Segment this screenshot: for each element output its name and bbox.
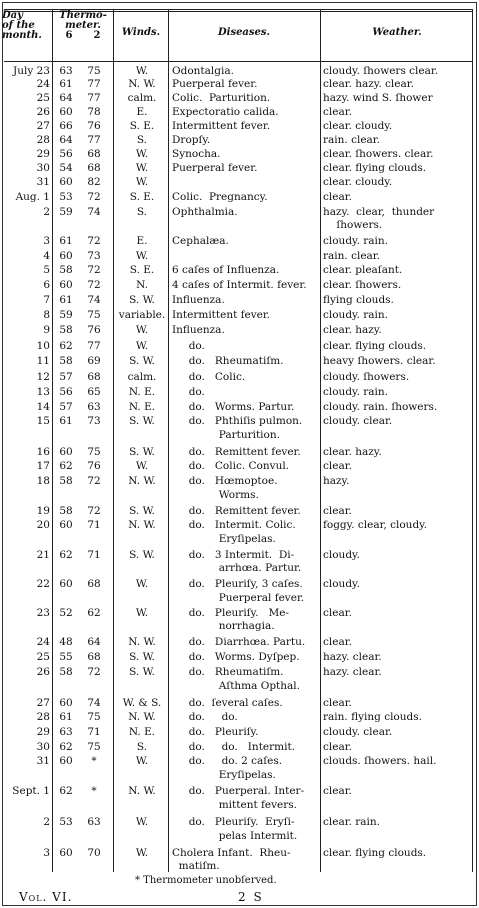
cell-weather: clear. ſhowers. clear. (323, 148, 434, 160)
cell-disease: do. Remittent fever. (172, 505, 301, 517)
cell-disease: Puerperal fever. (172, 78, 258, 90)
cell-disease: Synocha. (172, 148, 221, 160)
cell-therm-6am: 60 (59, 519, 73, 531)
cell-weather: clear. flying clouds. (323, 340, 427, 352)
cell-disease: Intermittent fever. (172, 120, 271, 132)
cell-wind: S. W. (129, 549, 155, 561)
cell-disease: 4 caſes of Intermit. fever. (172, 279, 307, 291)
cell-day: 24 (36, 78, 50, 90)
cell-day: 10 (36, 340, 50, 352)
cell-wind: W. & S. (122, 697, 162, 709)
cell-weather: clear. (323, 191, 352, 203)
header-day-line: of the (2, 20, 35, 31)
cell-day: 28 (36, 134, 50, 146)
cell-therm-2pm: 64 (87, 636, 101, 648)
cell-day: 20 (36, 519, 50, 531)
header-day-line: month. (2, 30, 42, 41)
cell-therm-2pm: 69 (87, 355, 101, 367)
cell-day: 29 (36, 726, 50, 738)
cell-wind: N. W. (128, 78, 156, 90)
cell-wind: N. E. (128, 401, 156, 413)
header-thermometer (55, 11, 111, 41)
cell-therm-2pm: 72 (87, 666, 101, 678)
header-diseases: Diseases. (217, 27, 271, 38)
cell-wind: S. W. (129, 415, 155, 427)
cell-disease: Aſthma Opthal. (172, 680, 300, 692)
header-thermometer-line: Thermo- (59, 10, 107, 21)
cell-disease: do. do. (172, 711, 238, 723)
cell-wind: W. (135, 148, 149, 160)
cell-wind: W. (135, 755, 149, 767)
cell-wind: calm. (127, 92, 157, 104)
cell-therm-2pm: 73 (87, 250, 101, 262)
cell-weather: cloudy. ſhowers clear. (323, 65, 439, 77)
cell-disease: Ophthalmia. (172, 206, 238, 218)
cell-therm-2pm: 63 (87, 816, 101, 828)
cell-weather: flying clouds. (323, 294, 394, 306)
cell-disease: Parturition. (172, 429, 280, 441)
cell-day: 8 (43, 309, 50, 321)
cell-therm-2pm: 68 (87, 651, 101, 663)
cell-day: 2 (43, 816, 50, 828)
header-winds: Winds. (121, 27, 161, 38)
cell-wind: W. (135, 578, 149, 590)
cell-day: 15 (36, 415, 50, 427)
cell-disease: arrhœa. Partur. (172, 562, 302, 574)
cell-disease: Puerperal fever. (172, 592, 305, 604)
cell-disease: Dropſy. (172, 134, 211, 146)
cell-disease: Colic. Pregnancy. (172, 191, 268, 203)
cell-wind: S. E. (129, 191, 155, 203)
cell-weather: cloudy. rain. (323, 309, 388, 321)
cell-wind: S. (136, 206, 148, 218)
cell-disease: do. Worms. Dyſpep. (172, 651, 300, 663)
cell-weather: heavy ſhowers. clear. (323, 355, 436, 367)
cell-therm-2pm: * (91, 755, 97, 767)
cell-day: 16 (36, 446, 50, 458)
cell-therm-2pm: 73 (87, 415, 101, 427)
column-divider (320, 9, 321, 872)
header-weather: Weather. (372, 27, 422, 38)
cell-weather: cloudy. rain. (323, 235, 388, 247)
cell-weather: clear. pleaſant. (323, 264, 403, 276)
cell-day: 7 (43, 294, 50, 306)
cell-therm-6am: 60 (59, 250, 73, 262)
cell-weather: clear. cloudy. (323, 120, 393, 132)
cell-weather: clear. (323, 697, 352, 709)
cell-weather: hazy. clear, thunder (323, 206, 435, 218)
cell-weather: clear. hazy. (323, 324, 382, 336)
cell-therm-6am: 63 (59, 65, 73, 77)
cell-disease: Cholera Infant. Rheu- (172, 847, 291, 859)
cell-day: 30 (36, 741, 50, 753)
cell-weather: cloudy. (323, 549, 360, 561)
cell-therm-6am: 58 (59, 505, 73, 517)
cell-therm-2pm: 75 (87, 309, 101, 321)
cell-weather: rain. flying clouds. (323, 711, 422, 723)
cell-therm-2pm: 82 (87, 176, 101, 188)
cell-therm-2pm: 77 (87, 78, 101, 90)
cell-disease: Influenza. (172, 324, 225, 336)
cell-therm-2pm: 77 (87, 134, 101, 146)
cell-day: 21 (36, 549, 50, 561)
cell-therm-2pm: 71 (87, 549, 101, 561)
cell-weather: clouds. ſhowers. hail. (323, 755, 437, 767)
cell-therm-6am: 53 (59, 816, 73, 828)
header-therm-6am: 6 (65, 30, 73, 41)
cell-weather: clear. hazy. (323, 446, 382, 458)
cell-disease: mittent fevers. (172, 799, 298, 811)
cell-disease: do. Rheumatiſm. (172, 666, 284, 678)
cell-wind: N. W. (128, 475, 156, 487)
cell-day: 13 (36, 386, 50, 398)
cell-day: 17 (36, 460, 50, 472)
cell-weather: clear. (323, 741, 352, 753)
cell-disease: do. Diarrhœa. Partu. (172, 636, 306, 648)
cell-therm-2pm: 74 (87, 294, 101, 306)
cell-day: 18 (36, 475, 50, 487)
cell-day: 26 (36, 666, 50, 678)
cell-disease: do. Phthiſis pulmon. (172, 415, 303, 427)
cell-disease: do. Intermit. Colic. (172, 519, 296, 531)
cell-wind: W. (135, 340, 149, 352)
cell-therm-2pm: 68 (87, 162, 101, 174)
signature-mark: 2 S (238, 890, 264, 904)
cell-day: 30 (36, 162, 50, 174)
cell-weather: cloudy. rain. (323, 386, 388, 398)
column-divider (168, 9, 169, 872)
cell-wind: S. (136, 741, 148, 753)
cell-therm-2pm: 65 (87, 386, 101, 398)
cell-disease: do. Colic. Convul. (172, 460, 290, 472)
cell-weather: ſhowers. (323, 219, 383, 231)
cell-wind: S. W. (129, 505, 155, 517)
cell-therm-2pm: 75 (87, 741, 101, 753)
cell-disease: Eryſipelas. (172, 533, 276, 545)
cell-therm-6am: 62 (59, 741, 73, 753)
cell-therm-2pm: 68 (87, 578, 101, 590)
cell-therm-2pm: * (91, 785, 97, 797)
cell-therm-2pm: 63 (87, 401, 101, 413)
cell-day: Sept. 1 (12, 785, 50, 797)
cell-therm-2pm: 68 (87, 371, 101, 383)
cell-therm-6am: 60 (59, 697, 73, 709)
cell-wind: S. W. (129, 294, 155, 306)
cell-wind: E. (136, 106, 148, 118)
cell-therm-2pm: 75 (87, 65, 101, 77)
cell-disease: do. Rheumatiſm. (172, 355, 284, 367)
cell-day: 12 (36, 371, 50, 383)
cell-weather: cloudy. clear. (323, 726, 393, 738)
cell-disease: do. Pleuriſy. (172, 726, 259, 738)
cell-day: 3 (43, 235, 50, 247)
cell-wind: N. W. (128, 785, 156, 797)
cell-wind: calm. (127, 371, 157, 383)
cell-therm-6am: 59 (59, 309, 73, 321)
cell-therm-6am: 52 (59, 607, 73, 619)
cell-therm-2pm: 72 (87, 264, 101, 276)
cell-therm-6am: 60 (59, 446, 73, 458)
cell-day: Aug. 1 (15, 191, 50, 203)
cell-therm-6am: 59 (59, 206, 73, 218)
cell-wind: W. (135, 324, 149, 336)
cell-wind: variable. (118, 309, 166, 321)
cell-therm-2pm: 76 (87, 460, 101, 472)
cell-therm-2pm: 72 (87, 191, 101, 203)
cell-therm-6am: 58 (59, 355, 73, 367)
cell-therm-6am: 58 (59, 666, 73, 678)
cell-therm-6am: 58 (59, 324, 73, 336)
cell-disease: do. ſeveral caſes. (172, 697, 283, 709)
cell-day: 29 (36, 148, 50, 160)
cell-wind: N. W. (128, 711, 156, 723)
cell-day: 25 (36, 651, 50, 663)
cell-weather: clear. (323, 785, 352, 797)
cell-therm-6am: 61 (59, 415, 73, 427)
cell-therm-2pm: 76 (87, 324, 101, 336)
cell-wind: W. (135, 162, 149, 174)
header-day (2, 11, 50, 41)
cell-therm-2pm: 68 (87, 148, 101, 160)
cell-weather: cloudy. clear. (323, 415, 393, 427)
cell-therm-2pm: 77 (87, 92, 101, 104)
header-bottom-rule (4, 61, 472, 62)
cell-therm-6am: 56 (59, 386, 73, 398)
cell-weather: hazy. wind S. ſhower (323, 92, 433, 104)
cell-wind: N. (136, 279, 148, 291)
cell-therm-6am: 60 (59, 578, 73, 590)
cell-day: 14 (36, 401, 50, 413)
cell-day: 5 (43, 264, 50, 276)
cell-disease: do. Puerperal. Inter- (172, 785, 305, 797)
cell-wind: S. E. (129, 120, 155, 132)
cell-therm-6am: 54 (59, 162, 73, 174)
cell-weather: clear. (323, 505, 352, 517)
cell-therm-2pm: 72 (87, 279, 101, 291)
cell-therm-2pm: 72 (87, 475, 101, 487)
cell-therm-2pm: 72 (87, 235, 101, 247)
cell-disease: do. Pleuriſy. Eryſi- (172, 816, 295, 828)
cell-wind: N. W. (128, 519, 156, 531)
cell-day: 31 (36, 755, 50, 767)
cell-therm-6am: 61 (59, 235, 73, 247)
cell-wind: S. W. (129, 666, 155, 678)
cell-day: 25 (36, 92, 50, 104)
cell-day: 22 (36, 578, 50, 590)
cell-day: 27 (36, 697, 50, 709)
cell-weather: clear. cloudy. (323, 176, 393, 188)
cell-weather: hazy. clear. (323, 651, 382, 663)
cell-wind: W. (135, 460, 149, 472)
cell-disease: Puerperal fever. (172, 162, 258, 174)
cell-disease: matiſm. (172, 860, 220, 872)
cell-disease: Cephalæa. (172, 235, 229, 247)
volume-folio: Vol. VI. (19, 890, 73, 904)
cell-wind: W. (135, 176, 149, 188)
cell-wind: S. (136, 134, 148, 146)
cell-disease: Intermittent fever. (172, 309, 271, 321)
cell-disease: do. Pleuriſy. Me- (172, 607, 289, 619)
cell-day: 24 (36, 636, 50, 648)
cell-therm-2pm: 78 (87, 106, 101, 118)
cell-therm-6am: 64 (59, 92, 73, 104)
cell-therm-2pm: 76 (87, 120, 101, 132)
cell-disease: Expectoratio calida. (172, 106, 279, 118)
cell-day: 31 (36, 176, 50, 188)
cell-weather: clear. (323, 106, 352, 118)
cell-disease: do. 3 Intermit. Di- (172, 549, 295, 561)
column-divider (113, 9, 114, 872)
cell-wind: S. E. (129, 264, 155, 276)
cell-therm-2pm: 62 (87, 607, 101, 619)
cell-weather: rain. clear. (323, 134, 380, 146)
cell-disease: do. do. 2 caſes. (172, 755, 283, 767)
cell-wind: S. W. (129, 355, 155, 367)
cell-therm-2pm: 72 (87, 505, 101, 517)
cell-therm-6am: 60 (59, 279, 73, 291)
column-divider (52, 9, 53, 872)
cell-disease: Eryſipelas. (172, 769, 276, 781)
cell-therm-6am: 58 (59, 475, 73, 487)
cell-therm-6am: 60 (59, 176, 73, 188)
cell-disease: do. Worms. Partur. (172, 401, 295, 413)
cell-weather: foggy. clear, cloudy. (323, 519, 428, 531)
cell-therm-6am: 62 (59, 460, 73, 472)
cell-wind: W. (135, 65, 149, 77)
cell-day: July 23 (13, 65, 50, 77)
cell-therm-6am: 61 (59, 78, 73, 90)
cell-therm-2pm: 75 (87, 711, 101, 723)
cell-wind: N. E. (128, 726, 156, 738)
cell-weather: clear. rain. (323, 816, 380, 828)
cell-wind: W. (135, 607, 149, 619)
cell-weather: rain. clear. (323, 250, 380, 262)
cell-therm-2pm: 71 (87, 519, 101, 531)
cell-therm-6am: 60 (59, 847, 73, 859)
cell-weather: hazy. (323, 475, 350, 487)
cell-therm-6am: 64 (59, 134, 73, 146)
header-thermometer-line: meter. (65, 20, 101, 31)
cell-weather: clear. ſhowers. (323, 279, 402, 291)
cell-therm-6am: 56 (59, 148, 73, 160)
header-day-line: Day (2, 10, 23, 21)
cell-wind: E. (136, 235, 148, 247)
cell-weather: clear. flying clouds. (323, 847, 427, 859)
cell-weather: clear. (323, 460, 352, 472)
cell-therm-6am: 60 (59, 755, 73, 767)
cell-disease: do. (172, 386, 205, 398)
cell-therm-6am: 62 (59, 785, 73, 797)
cell-therm-6am: 58 (59, 264, 73, 276)
cell-therm-6am: 48 (59, 636, 73, 648)
cell-disease: do. (172, 340, 205, 352)
cell-disease: do. Hœmoptoe. (172, 475, 278, 487)
cell-weather: clear. hazy. clear. (323, 78, 414, 90)
cell-day: 2 (43, 206, 50, 218)
cell-disease: Influenza. (172, 294, 225, 306)
footnote: * Thermometer unobſerved. (135, 875, 277, 886)
cell-therm-6am: 53 (59, 191, 73, 203)
cell-day: 6 (43, 279, 50, 291)
cell-therm-2pm: 77 (87, 340, 101, 352)
cell-weather: cloudy. rain. ſhowers. (323, 401, 438, 413)
cell-disease: do. do. Intermit. (172, 741, 296, 753)
cell-therm-6am: 61 (59, 711, 73, 723)
cell-therm-6am: 66 (59, 120, 73, 132)
cell-disease: pelas Intermit. (172, 830, 298, 842)
header-therm-2pm: 2 (93, 30, 101, 41)
cell-disease: do. Pleuriſy, 3 caſes. (172, 578, 303, 590)
cell-therm-6am: 55 (59, 651, 73, 663)
cell-therm-6am: 63 (59, 726, 73, 738)
cell-day: 4 (43, 250, 50, 262)
cell-disease: 6 caſes of Influenza. (172, 264, 280, 276)
cell-therm-2pm: 71 (87, 726, 101, 738)
cell-therm-6am: 61 (59, 294, 73, 306)
cell-disease: Odontalgia. (172, 65, 234, 77)
cell-therm-6am: 57 (59, 371, 73, 383)
cell-weather: hazy. clear. (323, 666, 382, 678)
cell-day: 19 (36, 505, 50, 517)
cell-therm-2pm: 74 (87, 697, 101, 709)
cell-therm-2pm: 70 (87, 847, 101, 859)
cell-therm-2pm: 74 (87, 206, 101, 218)
cell-weather: clear. flying clouds. (323, 162, 427, 174)
cell-day: 11 (36, 355, 50, 367)
cell-day: 3 (43, 847, 50, 859)
cell-day: 28 (36, 711, 50, 723)
cell-weather: cloudy. ſhowers. (323, 371, 410, 383)
cell-wind: N. W. (128, 636, 156, 648)
cell-wind: W. (135, 847, 149, 859)
cell-therm-6am: 60 (59, 106, 73, 118)
cell-wind: W. (135, 816, 149, 828)
cell-disease: norrhagia. (172, 620, 275, 632)
cell-disease: do. Remittent fever. (172, 446, 301, 458)
cell-wind: N. E. (128, 386, 156, 398)
cell-disease: Colic. Parturition. (172, 92, 271, 104)
cell-weather: clear. (323, 607, 352, 619)
cell-wind: W. (135, 250, 149, 262)
cell-wind: S. W. (129, 446, 155, 458)
cell-weather: clear. (323, 636, 352, 648)
cell-therm-6am: 57 (59, 401, 73, 413)
cell-therm-6am: 62 (59, 340, 73, 352)
cell-day: 26 (36, 106, 50, 118)
cell-disease: do. Colic. (172, 371, 246, 383)
cell-therm-6am: 62 (59, 549, 73, 561)
cell-day: 23 (36, 607, 50, 619)
cell-disease: Worms. (172, 489, 259, 501)
cell-therm-2pm: 75 (87, 446, 101, 458)
cell-weather: cloudy. (323, 578, 360, 590)
cell-day: 27 (36, 120, 50, 132)
cell-wind: S. W. (129, 651, 155, 663)
cell-day: 9 (43, 324, 50, 336)
